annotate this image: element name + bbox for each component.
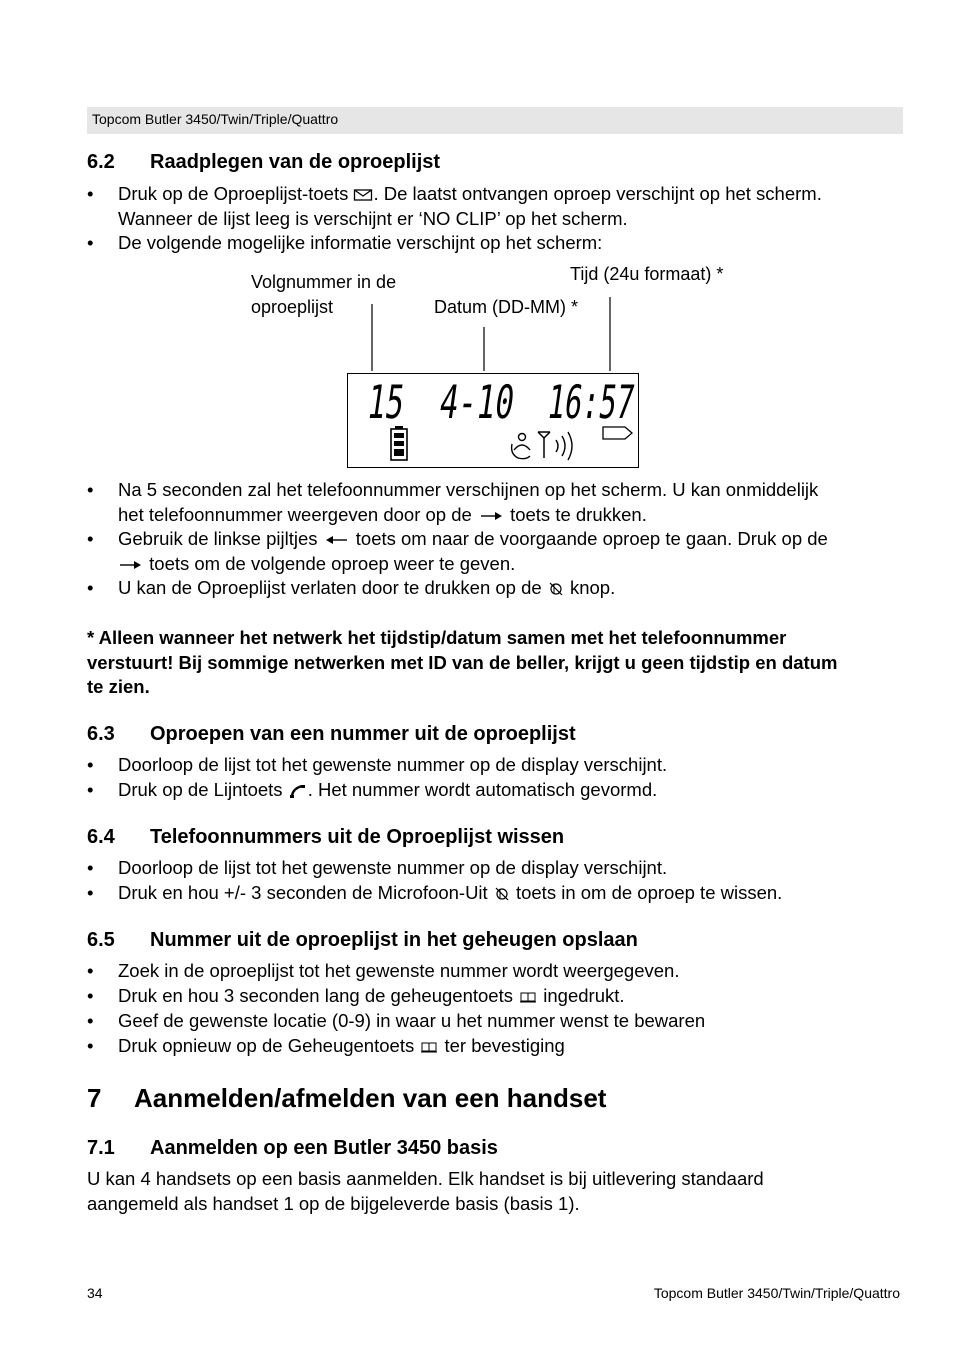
bullet: • <box>87 960 94 981</box>
lcd-date: 4-10 <box>436 375 555 429</box>
line-key-icon <box>288 783 308 799</box>
lcd-sequence: 15 <box>364 375 428 429</box>
label-line: Volgnummer in de <box>251 272 397 292</box>
book-icon <box>419 1040 439 1054</box>
section-title: Nummer uit de oproeplijst in het geheugen opslaan <box>150 929 638 951</box>
list-item-continuation: Wanneer de lijst leeg is verschijnt er ‘NO CLIP’ op het scherm. <box>118 208 628 229</box>
text: Druk opnieuw op de Geheugentoets <box>118 1035 415 1056</box>
signal-icon <box>556 432 572 460</box>
mute-icon <box>547 581 565 597</box>
list-item <box>118 881 782 906</box>
header-title: Topcom Butler 3450/Twin/Triple/Quattro <box>92 111 339 127</box>
bullet: • <box>87 882 94 903</box>
section-title: Aanmelden op een Butler 3450 basis <box>150 1137 498 1159</box>
footer-title: Topcom Butler 3450/Twin/Triple/Quattro <box>653 1285 900 1301</box>
bullet: • <box>87 232 94 253</box>
bullet: • <box>87 183 94 204</box>
text: Druk op de Oproeplijst-toets <box>118 183 349 204</box>
list-item <box>118 778 657 803</box>
list-item <box>118 527 828 552</box>
paragraph <box>87 1167 764 1216</box>
paragraph-line: U kan 4 handsets op een basis aanmelden. Elk handset is bij uitlevering standaard <box>87 1168 764 1189</box>
text: Druk en hou +/- 3 seconden de Microfoon-Uit <box>118 882 488 903</box>
text: toets in om de oproep te wissen. <box>515 882 783 903</box>
label-line: oproeplijst <box>251 297 334 317</box>
text: ter bevestiging <box>444 1035 565 1056</box>
section-6-4-heading <box>87 826 907 852</box>
label-time: Tijd (24u formaat) * <box>570 264 724 284</box>
list-item <box>118 1034 565 1059</box>
section-title: Raadplegen van de oproeplijst <box>150 151 441 173</box>
list-item: Na 5 seconden zal het telefoonnummer verschijnen op het scherm. U kan onmiddelijk <box>118 479 819 500</box>
text: ingedrukt. <box>543 985 625 1006</box>
mute-icon <box>493 886 511 902</box>
section-number: 6.5 <box>87 929 115 951</box>
text: Gebruik de linkse pijltjes <box>118 528 318 549</box>
section-number: 6.2 <box>87 151 115 173</box>
lcd-display <box>347 373 691 468</box>
list-item: Doorloop de lijst tot het gewenste nummer op de display verschijnt. <box>118 754 668 775</box>
bullet: • <box>87 754 94 775</box>
lcd-time: 16:57 <box>544 375 691 429</box>
antenna-icon <box>538 432 550 458</box>
left-arrow-icon <box>323 534 351 546</box>
text: toets om naar de voorgaande oproep te gaan. Druk op de <box>355 528 828 549</box>
section-number: 6.3 <box>87 723 115 745</box>
chapter-7-heading <box>87 1083 907 1115</box>
text: . Het nummer wordt automatisch gevormd. <box>307 779 658 800</box>
text: het telefoonnummer weergeven door op de <box>118 504 472 525</box>
text: U kan de Oproeplijst verlaten door te drukken op de <box>118 577 542 598</box>
section-title: Oproepen van een nummer uit de oproeplijst <box>150 723 576 745</box>
footnote-line: verstuurt! Bij sommige netwerken met ID van de beller, krijgt u geen tijdstip en datum <box>87 651 838 673</box>
list-item: Doorloop de lijst tot het gewenste nummer op de display verschijnt. <box>118 857 668 878</box>
list-item: Geef de gewenste locatie (0-9) in waar u het nummer wenst te bewaren <box>118 1010 706 1031</box>
list-item: De volgende mogelijke informatie verschijnt op het scherm: <box>118 232 603 253</box>
handset-icon <box>512 434 530 459</box>
section-title: Telefoonnummers uit de Oproeplijst wissen <box>150 826 565 848</box>
section-6-5-heading <box>87 929 907 955</box>
bullet: • <box>87 857 94 878</box>
chapter-number: 7 <box>87 1083 102 1113</box>
chapter-title: Aanmelden/afmelden van een handset <box>134 1083 607 1113</box>
list-item: Zoek in de oproeplijst tot het gewenste nummer wordt weergegeven. <box>118 960 680 981</box>
list-item <box>118 576 615 601</box>
text: Druk en hou 3 seconden lang de geheugentoets <box>118 985 513 1006</box>
bullet: • <box>87 985 94 1006</box>
section-6-3-heading <box>87 723 907 749</box>
bullet: • <box>87 479 94 500</box>
bullet: • <box>87 779 94 800</box>
bullet: • <box>87 577 94 598</box>
label-date: Datum (DD-MM) * <box>434 297 578 317</box>
footnote-line: te zien. <box>87 676 150 697</box>
section-number: 6.4 <box>87 826 115 848</box>
bullet: • <box>87 1010 94 1031</box>
right-arrow-icon <box>118 559 144 571</box>
right-arrow-icon <box>477 510 505 522</box>
footnote-line: * Alleen wanneer het netwerk het tijdstip/datum samen met het telefoonnummer <box>87 627 787 648</box>
paragraph-line: aangemeld als handset 1 op de bijgeleverde basis (basis 1). <box>87 1192 580 1214</box>
page-number: 34 <box>87 1285 103 1301</box>
section-7-1-heading <box>87 1137 907 1163</box>
battery-icon <box>391 426 407 460</box>
section-number: 7.1 <box>87 1137 115 1159</box>
book-icon <box>518 990 538 1004</box>
bullet: • <box>87 528 94 549</box>
text: knop. <box>569 577 616 598</box>
text: Druk op de Lijntoets <box>118 779 283 800</box>
footnote <box>87 626 837 700</box>
list-item <box>118 984 625 1009</box>
list-item-continuation <box>118 503 647 528</box>
bullet: • <box>87 1035 94 1056</box>
list-item-continuation <box>118 552 515 577</box>
text: toets om de volgende oproep weer te geven. <box>149 553 516 574</box>
text: . De laatst ontvangen oproep verschijnt op het scherm. <box>373 183 822 204</box>
text: toets te drukken. <box>510 504 647 525</box>
lcd-content <box>348 374 691 466</box>
